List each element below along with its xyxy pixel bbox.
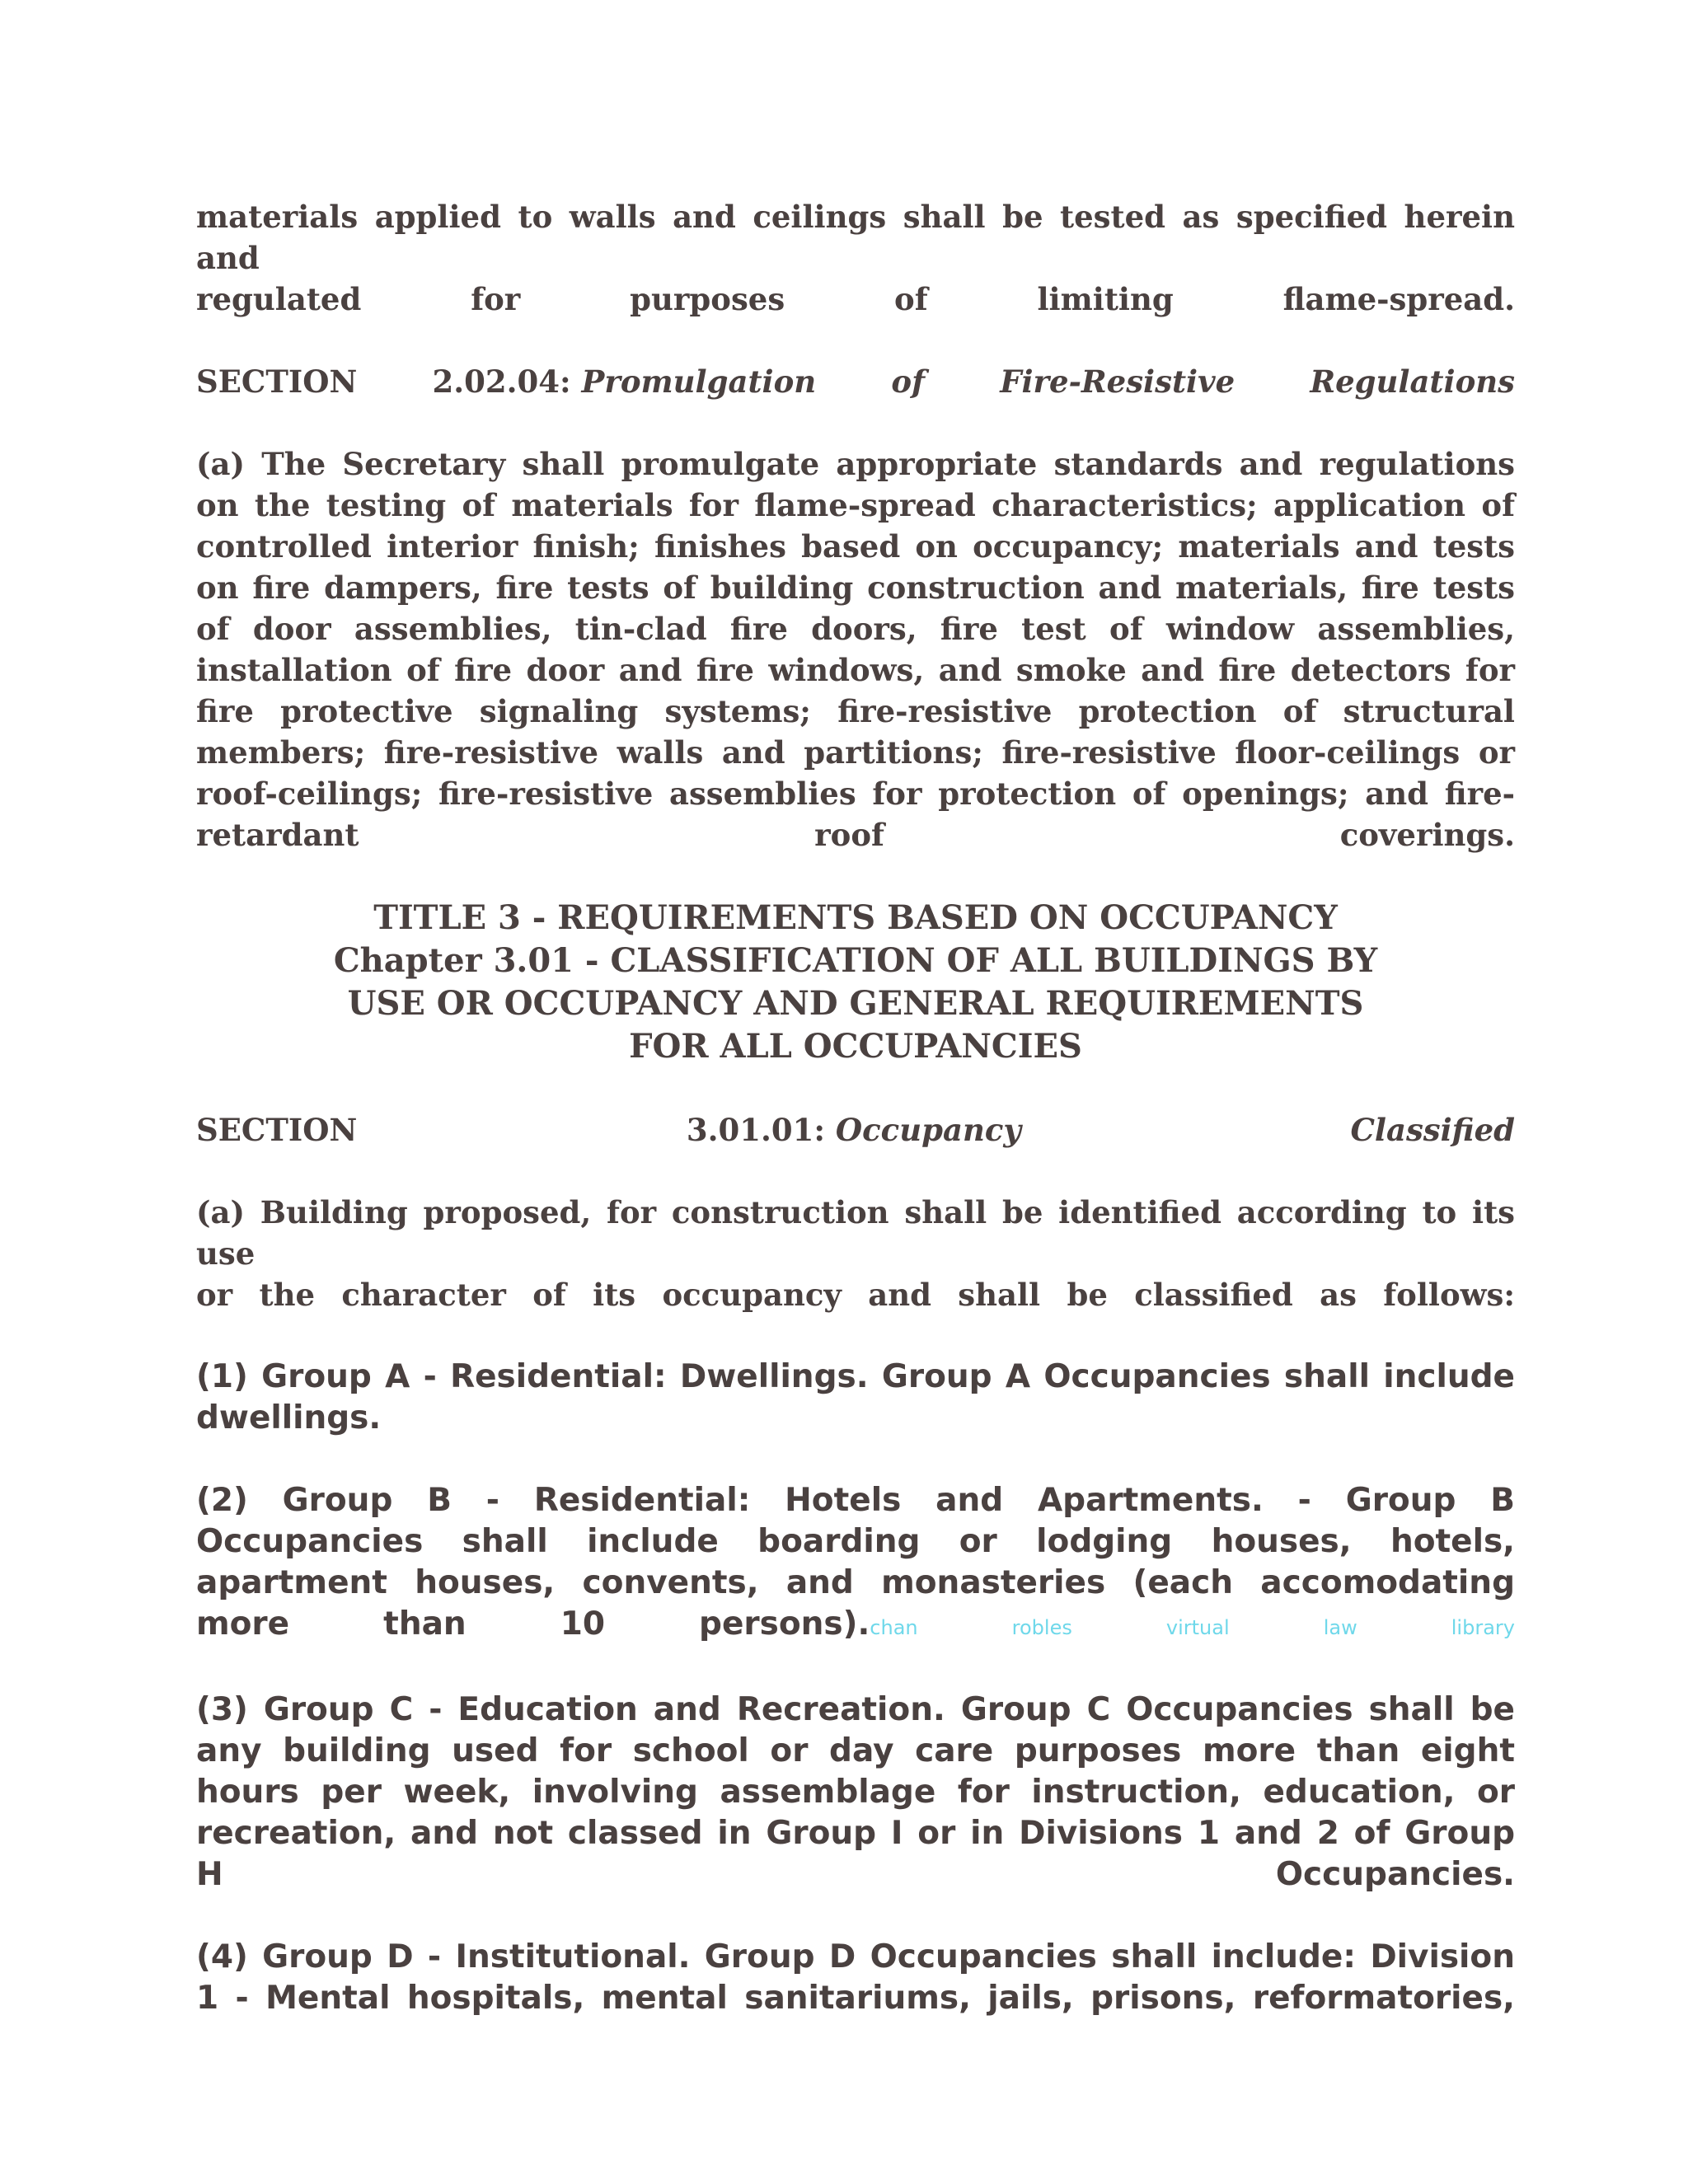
paragraph-line: (4) Group D - Institutional. Group D Occupancies shall include: Division: [196, 1938, 1515, 1975]
paragraph-last-line: retardant roof coverings.: [196, 817, 1515, 853]
paragraph-line: 1 - Mental hospitals, mental sanitariums, jails, prisons, reformatories,: [196, 1980, 1515, 2017]
paragraph-line: materials applied to walls and ceilings shall be tested as specified herein and: [196, 199, 1515, 276]
word: 10: [560, 1605, 605, 1643]
word: more: [196, 1605, 290, 1643]
paragraph-promulgation: [196, 443, 1515, 855]
section-label: SECTION: [196, 1112, 358, 1148]
word: than: [383, 1605, 467, 1643]
watermark-word: law: [1323, 1616, 1357, 1639]
section-number-text: 2.02.04:: [432, 363, 571, 400]
section-number-text: 3.01.01:: [686, 1112, 826, 1148]
group-c-paragraph: [196, 1690, 1515, 1896]
section-title-word: Promulgation: [581, 363, 817, 400]
paragraph-last-line: [196, 1854, 1515, 1896]
title-heading: [196, 897, 1515, 1068]
watermark-word: virtual: [1165, 1616, 1230, 1639]
section-title-word: Fire-Resistive: [1000, 363, 1236, 400]
paragraph-body: (3) Group C - Education and Recreation. Group C Occupancies shall be any building used for school or day care purposes more than eight hours per week, involving assemblage for instruction, education, or recreation, and not classed in Group I or in Divisions 1 and 2 of Group: [196, 1691, 1515, 1852]
section-heading-3-01-01: [196, 1109, 1515, 1151]
paragraph-line: (a) Building proposed, for construction shall be identified according to its use: [196, 1194, 1515, 1272]
watermark-word: chan: [870, 1616, 918, 1639]
watermark-word: library: [1451, 1616, 1515, 1639]
group-b-paragraph: [196, 1480, 1515, 1648]
section-title-word: Regulations: [1310, 363, 1515, 400]
paragraph-body: (2) Group B - Residential: Hotels and Apartments. - Group B Occupancies shall include boarding or lodging houses, hotels, apartment houses, convents, and monasteries (each accomodating: [196, 1482, 1515, 1601]
paragraph-classification: [196, 1192, 1515, 1315]
chapter-line: Chapter 3.01 - CLASSIFICATION OF ALL BUILDINGS BY: [333, 941, 1378, 980]
paragraph-flame-spread: [196, 196, 1515, 320]
watermark-word: robles: [1011, 1616, 1072, 1639]
section-title-word: Occupancy: [835, 1112, 1021, 1148]
paragraph-line: dwellings.: [196, 1399, 382, 1436]
section-number: [432, 361, 816, 402]
paragraph-line: or the character of its occupancy and shall be classified as follows:: [196, 1277, 1515, 1313]
word: [699, 1604, 918, 1648]
section-title-word: Classified: [1350, 1112, 1515, 1148]
word: H: [196, 1856, 223, 1893]
section-number: [687, 1109, 1021, 1151]
paragraph-line: regulated for purposes of limiting flame-spread.: [196, 281, 1515, 317]
word: Occupancies.: [1275, 1856, 1515, 1893]
section-title-word: of: [891, 363, 926, 400]
paragraph-last-line: [196, 1604, 1515, 1648]
paragraph-body: (a) The Secretary shall promulgate appropriate standards and regulations on the testing of materials for flame-spread characteristics; application of controlled interior finish; finishes based on occupancy; materials and tests on fire dampers, fire tests of building construction and materials, fire tests of door assemblies, tin-clad fire doors, fire test of window assemblies, installation of fire door and fire windows, and smoke and fire detectors for fire protective signaling systems; fire-resistive protection of structural members; fire-resistive walls and partitions; fire-resistive floor-ceilings or roof-ceilings; fire-resistive assemblies for protection of openings; and fire-: [196, 446, 1515, 812]
chapter-line: FOR ALL OCCUPANCIES: [629, 1027, 1082, 1066]
group-d-paragraph: [196, 1937, 1515, 2019]
group-a-paragraph: [196, 1357, 1515, 1439]
title-line: TITLE 3 - REQUIREMENTS BASED ON OCCUPANCY: [373, 898, 1338, 937]
paragraph-line: (1) Group A - Residential: Dwellings. Group A Occupancies shall include: [196, 1358, 1515, 1395]
word-text: persons).: [699, 1605, 870, 1643]
chapter-line: USE OR OCCUPANCY AND GENERAL REQUIREMENTS: [347, 984, 1364, 1023]
section-label: SECTION: [196, 363, 358, 400]
document-page: [196, 196, 1515, 2019]
section-heading-2-02-04: [196, 361, 1515, 402]
